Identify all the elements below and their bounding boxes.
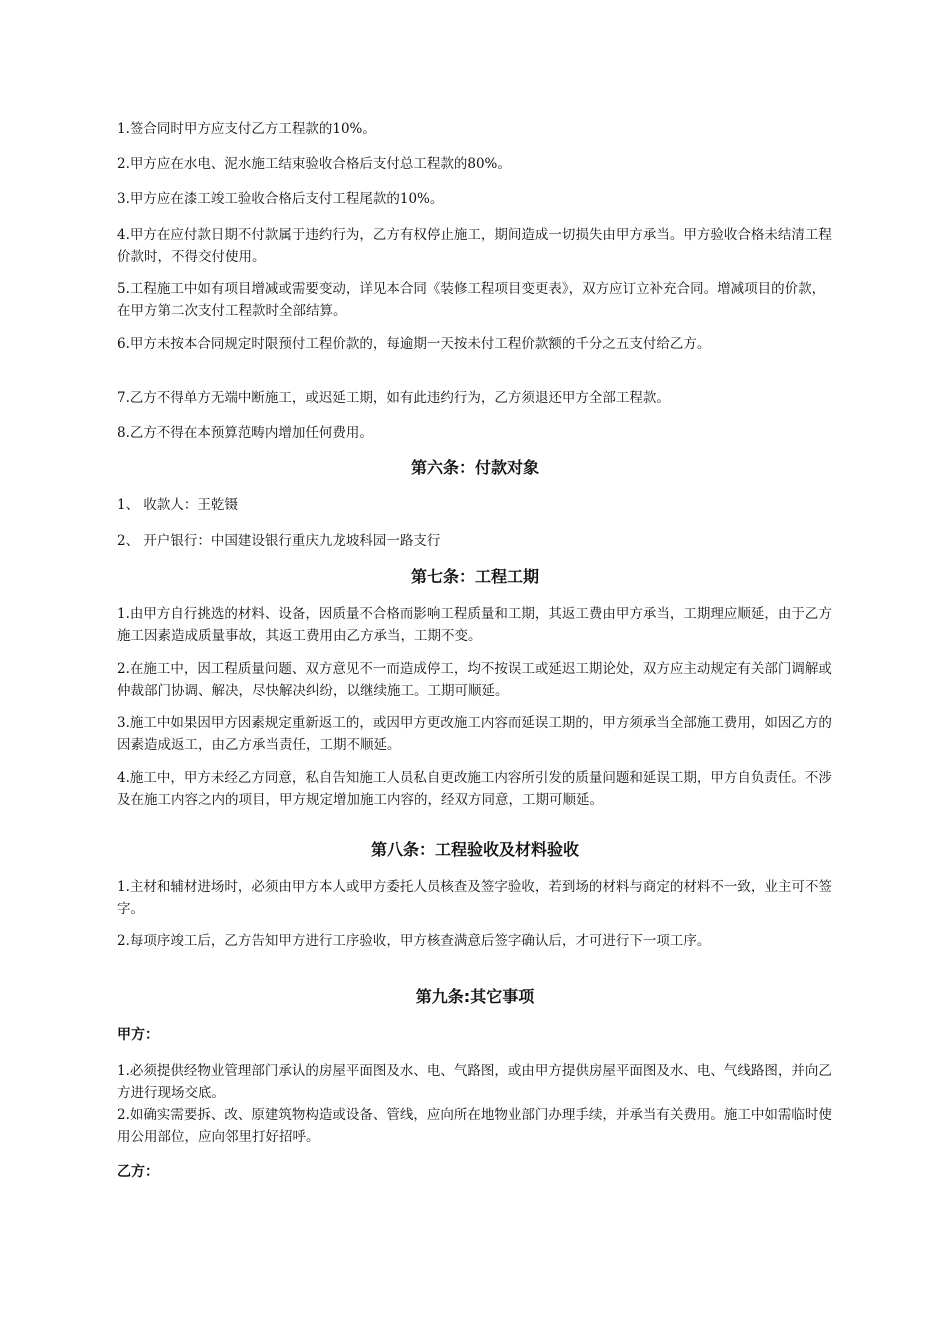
section-9-heading: 第九条:其它事项 bbox=[415, 987, 535, 1006]
schedule-term-2: 2.在施工中，因工程质量问题、双方意见不一而造成停工，均不按误工或延迟工期论处，双方应主动规定有关部门调解或仲裁部门协调、解决，尽快解决纠纷，以继续施工。工期可顺延。 bbox=[117, 661, 832, 699]
payment-term-8: 8.乙方不得在本预算范畴内增加任何费用。 bbox=[117, 425, 373, 441]
party-a-term-2: 2.如确实需要拆、改、原建筑物构造或设备、管线，应向所在地物业部门办理手续，并承当有关费用。施工中如需临时使用公用部位，应向邻里打好招呼。 bbox=[117, 1107, 832, 1145]
schedule-term-4: 4.施工中，甲方未经乙方同意，私自告知施工人员私自更改施工内容所引发的质量问题和延误工期，甲方自负责任。不涉及在施工内容之内的项目，甲方规定增加施工内容的，经双方同意，工期可顺延。 bbox=[117, 770, 832, 808]
bank-line: 2、 开户银行：中国建设银行重庆九龙坡科园一路支行 bbox=[117, 533, 441, 549]
payment-term-6: 6.甲方未按本合同规定时限预付工程价款的，每逾期一天按未付工程价款额的千分之五支付给乙方。 bbox=[117, 336, 711, 352]
payment-term-7: 7.乙方不得单方无端中断施工，或迟延工期，如有此违约行为，乙方须退还甲方全部工程款。 bbox=[117, 390, 670, 406]
schedule-term-3: 3.施工中如果因甲方因素规定重新返工的，或因甲方更改施工内容而延误工期的，甲方须承当全部施工费用，如因乙方的因素造成返工，由乙方承当责任，工期不顺延。 bbox=[117, 715, 832, 753]
payment-term-5: 5.工程施工中如有项目增减或需要变动，详见本合同《装修工程项目变更表》，双方应订立补充合同。增减项目的价款，在甲方第二次支付工程款时全部结算。 bbox=[117, 281, 826, 319]
payment-term-4: 4.甲方在应付款日期不付款属于违约行为，乙方有权停止施工，期间造成一切损失由甲方承当。甲方验收合格未结清工程价款时，不得交付使用。 bbox=[117, 227, 832, 265]
schedule-term-1: 1.由甲方自行挑选的材料、设备，因质量不合格而影响工程质量和工期，其返工费由甲方承当，工期理应顺延，由于乙方施工因素造成质量事故，其返工费用由乙方承当，工期不变。 bbox=[117, 606, 832, 644]
section-6-heading: 第六条：付款对象 bbox=[410, 458, 539, 477]
payee-line: 1、 收款人：王乾镊 bbox=[117, 497, 238, 513]
payment-term-1: 1.签合同时甲方应支付乙方工程款的10%。 bbox=[117, 121, 376, 137]
section-8-heading: 第八条：工程验收及材料验收 bbox=[370, 840, 579, 859]
payment-term-2: 2.甲方应在水电、泥水施工结束验收合格后支付总工程款的80%。 bbox=[117, 156, 511, 172]
acceptance-term-1: 1.主材和辅材进场时，必须由甲方本人或甲方委托人员核查及签字验收，若到场的材料与商定的材料不一致，业主可不签字。 bbox=[117, 879, 832, 917]
party-a-label: 甲方： bbox=[117, 1027, 159, 1043]
party-a-term-1: 1.必须提供经物业管理部门承认的房屋平面图及水、电、气路图，或由甲方提供房屋平面图及水、电、气线路图，并向乙方进行现场交底。 bbox=[117, 1063, 832, 1101]
acceptance-term-2: 2.每项序竣工后，乙方告知甲方进行工序验收，甲方核查满意后签字确认后，才可进行下一项工序。 bbox=[117, 933, 711, 949]
section-7-heading: 第七条：工程工期 bbox=[410, 567, 539, 586]
party-b-label: 乙方： bbox=[117, 1164, 159, 1180]
payment-term-3: 3.甲方应在漆工竣工验收合格后支付工程尾款的10%。 bbox=[117, 191, 444, 207]
